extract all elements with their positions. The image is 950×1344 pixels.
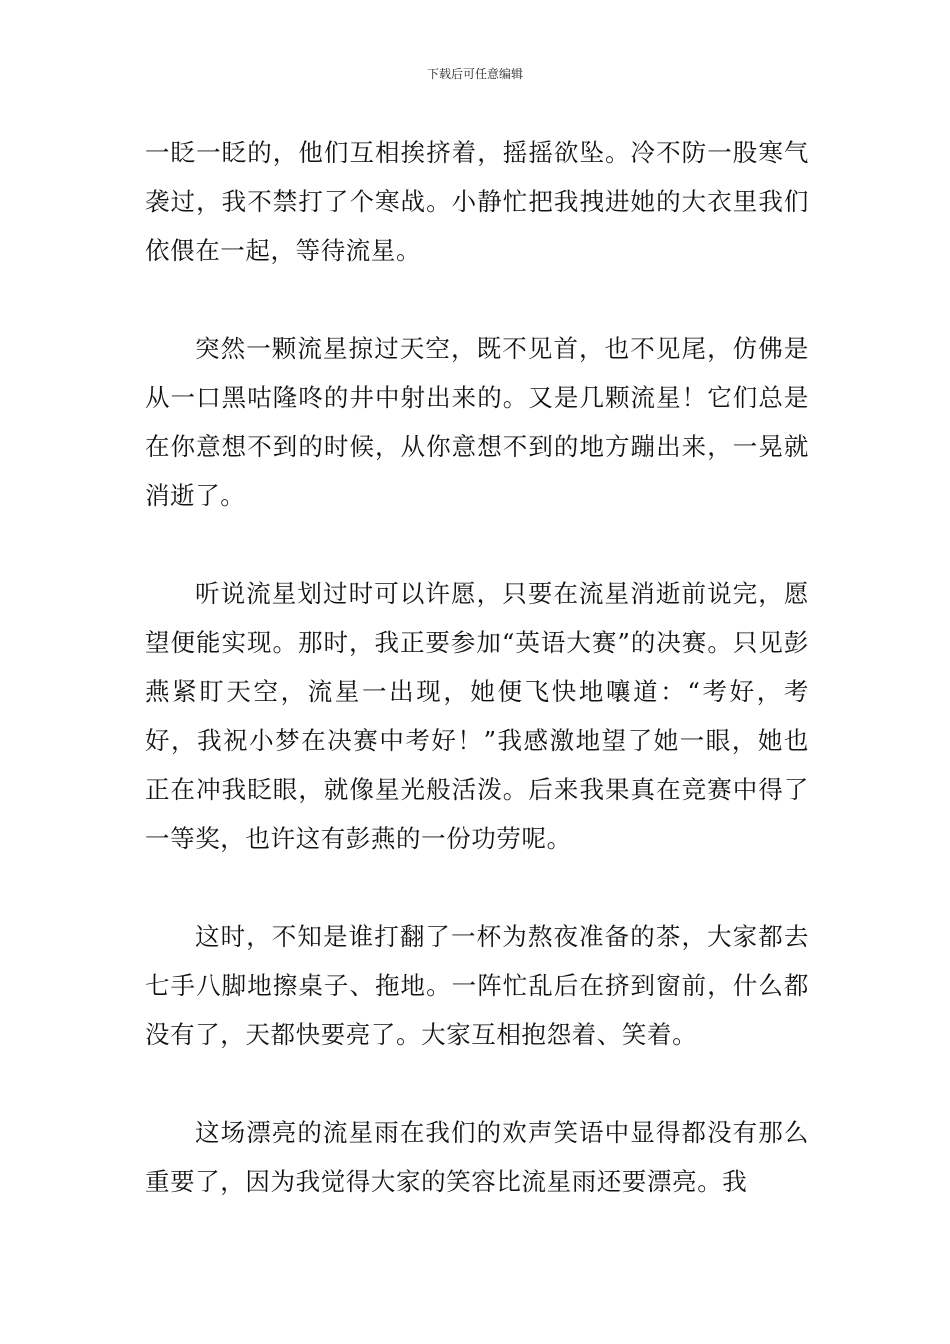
paragraph-gap xyxy=(145,275,809,324)
paragraph-gap xyxy=(145,1059,809,1108)
paragraph-5: 这场漂亮的流星雨在我们的欢声笑语中显得都没有那么重要了，因为我觉得大家的笑容比流星雨还要漂亮。我 xyxy=(145,1118,809,1196)
page-header: 下载后可任意编辑 xyxy=(426,67,523,81)
paragraph-4: 这时，不知是谁打翻了一杯为熬夜准备的茶，大家都去七手八脚地擦桌子、拖地。一阵忙乱后在挤到窗前，什么都没有了，天都快要亮了。大家互相抱怨着、笑着。 xyxy=(145,922,809,1049)
paragraph-gap xyxy=(145,520,809,569)
paragraph-1: 一眨一眨的，他们互相挨挤着，摇摇欲坠。冷不防一股寒气袭过，我不禁打了个寒战。小静忙把我拽进她的大衣里我们依偎在一起，等待流星。 xyxy=(145,138,809,265)
paragraph-2: 突然一颗流星掠过天空，既不见首，也不见尾，仿佛是从一口黑咕隆咚的井中射出来的。又是几颗流星！它们总是在你意想不到的时候，从你意想不到的地方蹦出来，一晃就消逝了。 xyxy=(145,334,809,510)
paragraph-3: 听说流星划过时可以许愿，只要在流星消逝前说完，愿望便能实现。那时，我正要参加“英语大赛”的决赛。只见彭燕紧盯天空，流星一出现，她便飞快地嚷道：“考好，考好，我祝小梦在决赛中考好！”我感激地望了她一眼，她也正在冲我眨眼，就像星光般活泼。后来我果真在竞赛中得了一等奖，也许这有彭燕的一份功劳呢。 xyxy=(145,579,809,853)
paragraph-gap xyxy=(145,863,809,912)
document-body xyxy=(145,128,809,1206)
